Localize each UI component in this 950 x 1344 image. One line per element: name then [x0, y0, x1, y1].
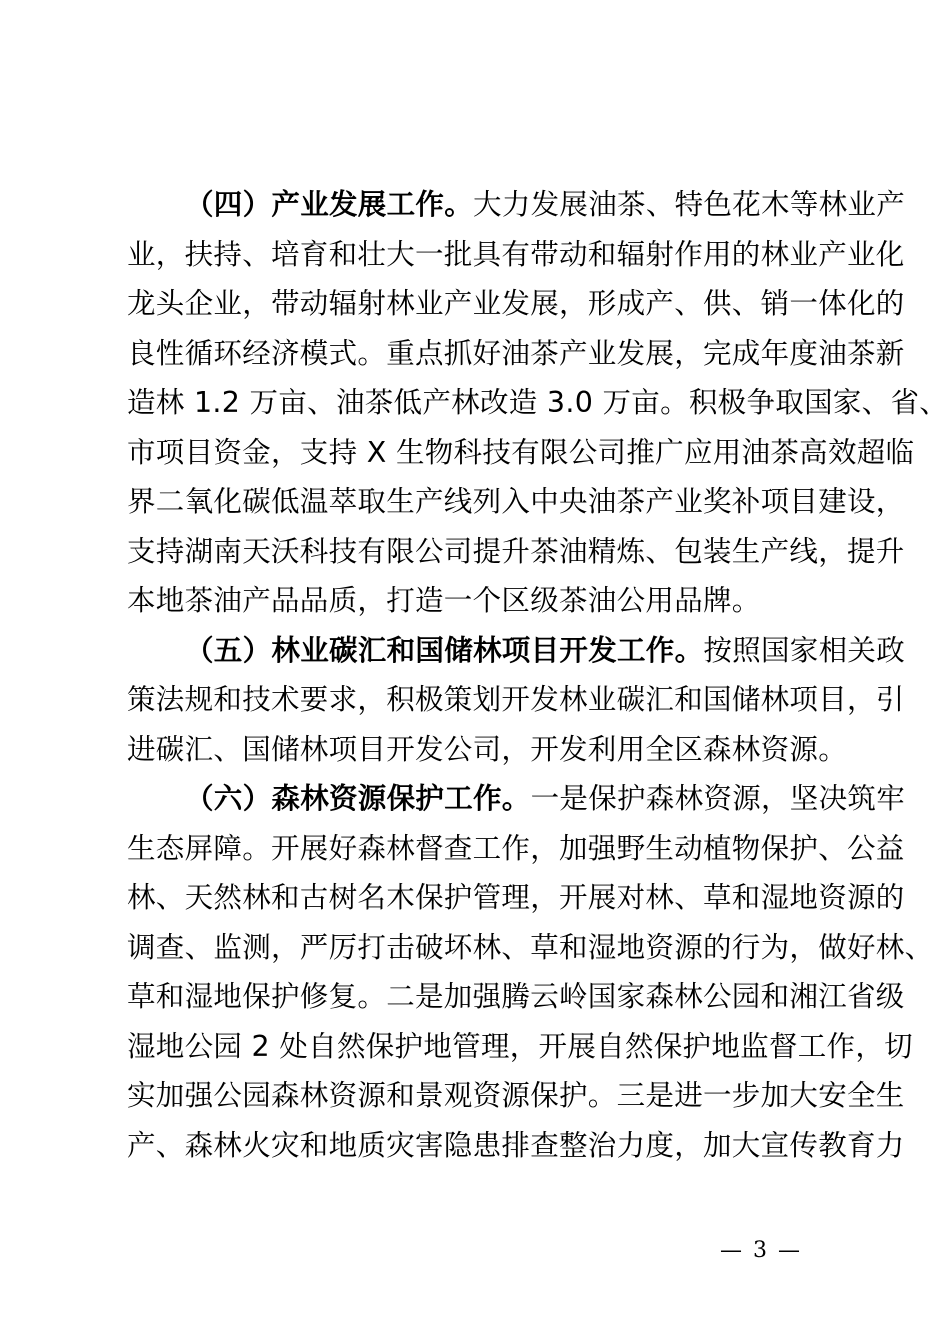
- section-6-line-1: [185, 775, 905, 823]
- paragraph-line: 生态屏障。开展好森林督查工作，加强野生动植物保护、公益: [127, 832, 905, 865]
- section-5-heading: （五）林业碳汇和国储林项目开发工作。: [185, 634, 704, 667]
- paragraph-line: 良性循环经济模式。重点抓好油茶产业发展，完成年度油茶新: [127, 337, 905, 370]
- paragraph-line: 策法规和技术要求，积极策划开发林业碳汇和国储林项目，引: [127, 683, 905, 716]
- paragraph-line: 市项目资金，支持 X 生物科技有限公司推广应用油茶高效超临: [127, 436, 915, 469]
- paragraph-line: 业，扶持、培育和壮大一批具有带动和辐射作用的林业产业化: [127, 238, 905, 271]
- section-5-line-1: [185, 627, 905, 675]
- page-number: — 3 —: [720, 1238, 802, 1263]
- paragraph-line: 造林 1.2 万亩、油茶低产林改造 3.0 万亩。积极争取国家、省、: [127, 386, 949, 419]
- section-6-heading: （六）森林资源保护工作。: [185, 782, 531, 815]
- paragraph-line: 产、森林火灾和地质灾害隐患排查整治力度，加大宣传教育力: [127, 1129, 905, 1162]
- section-6-text: 一是保护森林资源，坚决筑牢: [530, 782, 906, 815]
- paragraph-line: 支持湖南天沃科技有限公司提升茶油精炼、包装生产线，提升: [127, 535, 905, 568]
- section-4-text: 大力发展油茶、特色花木等林业产: [473, 188, 906, 221]
- paragraph-line: 湿地公园 2 处自然保护地管理，开展自然保护地监督工作，切: [127, 1030, 913, 1063]
- paragraph-line: 本地茶油产品品质，打造一个区级茶油公用品牌。: [127, 584, 761, 617]
- paragraph-line: 实加强公园森林资源和景观资源保护。三是进一步加大安全生: [127, 1079, 905, 1112]
- paragraph-line: 龙头企业，带动辐射林业产业发展，形成产、供、销一体化的: [127, 287, 905, 320]
- section-5-text: 按照国家相关政: [703, 634, 906, 667]
- paragraph-line: 调查、监测，严厉打击破坏林、草和湿地资源的行为，做好林、: [127, 931, 934, 964]
- paragraph-line: 林、天然林和古树名木保护管理，开展对林、草和湿地资源的: [127, 881, 905, 914]
- paragraph-line: 界二氧化碳低温萃取生产线列入中央油茶产业奖补项目建设，: [127, 485, 905, 518]
- section-4-heading: （四）产业发展工作。: [185, 188, 474, 221]
- section-4-line-1: [185, 181, 905, 229]
- paragraph-line: 草和湿地保护修复。二是加强腾云岭国家森林公园和湘江省级: [127, 980, 905, 1013]
- paragraph-line: 进碳汇、国储林项目开发公司，开发利用全区森林资源。: [127, 733, 848, 766]
